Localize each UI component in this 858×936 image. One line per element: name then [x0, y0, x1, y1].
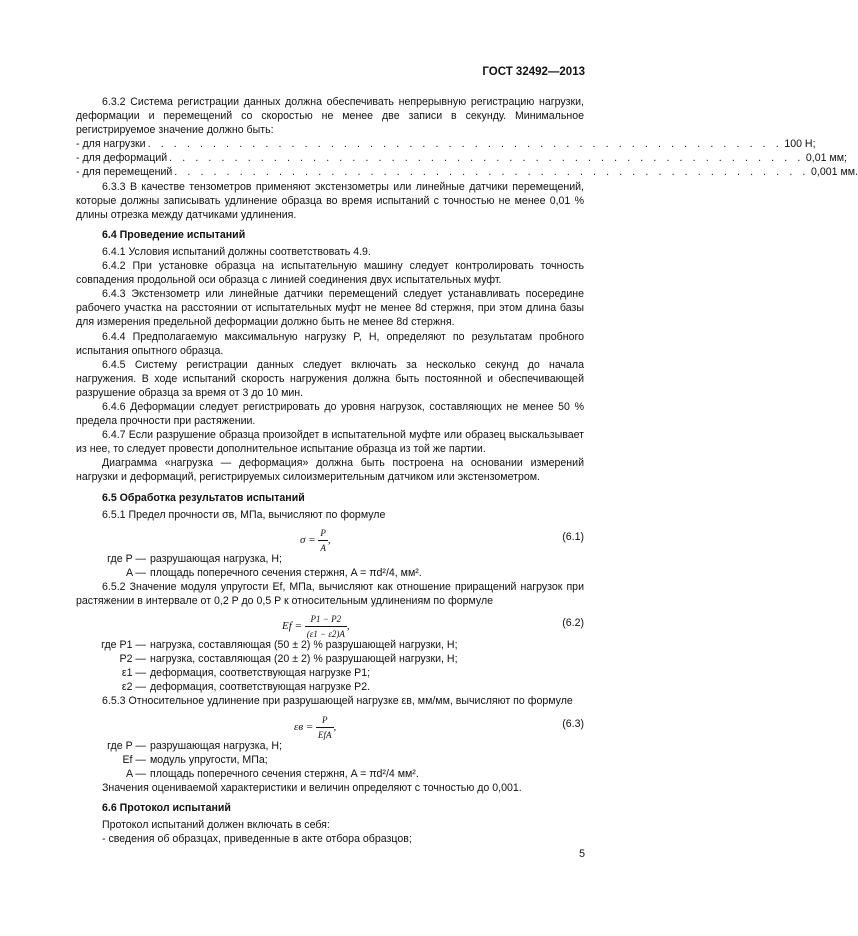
- formula-number: (6.2): [562, 617, 584, 630]
- where-row: где P — разрушающая нагрузка, Н;: [107, 739, 282, 752]
- section-title-6-5: 6.5 Обработка результатов испытаний: [102, 491, 305, 504]
- where-row: A — площадь поперечного сечения стержня, A = πd²/4, мм².: [125, 566, 422, 579]
- para-6-6-item: - сведения об образцах, приведенные в акте отбора образцов;: [102, 833, 412, 846]
- para-6-3-3: 6.3.3 В качестве тензометров применяют экстензометры или линейные датчики перемещений, которые должны записывать удлинение образца во время испытаний с точностью не менее 0,01 % длины отрезка между датчиками удлинения.: [76, 180, 584, 221]
- where-row: P2 — нагрузка, составляющая (20 ± 2) % разрушающей нагрузки, Н;: [119, 653, 458, 666]
- para-6-4-7: 6.4.7 Если разрушение образца произойдет в испытательной муфте или образец выскальзывает из нее, то следует провести дополнительное испытание образца из той же партии.: [76, 429, 584, 456]
- where-row: A — площадь поперечного сечения стержня, A = πd²/4 мм².: [125, 767, 419, 780]
- para-precision: Значения оцениваемой характеристики и величин определяют с точностью до 0,001.: [102, 781, 522, 794]
- section-title-6-6: 6.6 Протокол испытаний: [102, 801, 231, 814]
- page-number: 5: [579, 848, 585, 860]
- para-6-4-3: 6.4.3 Экстензометр или линейные датчики перемещений следует устанавливать посередине рабочего участка на расстоянии от испытательных муфт не менее 8d стержня, при этом длина базы для измерения предельной деформации должно быть не менее 8d стержня.: [76, 288, 584, 329]
- para-6-5-2: 6.5.2 Значение модуля упругости Ef, МПа, вычисляют как отношение приращений нагрузок при растяжении в интервале от 0,2 P до 0,5 P к относительным удлинениям по формуле: [76, 580, 584, 607]
- content: [76, 95, 858, 846]
- para-6-4-4: 6.4.4 Предполагаемую максимальную нагрузку P, Н, определяют по результатам пробного испытания опытного образца.: [76, 330, 584, 357]
- list-item: - для нагрузки . . . . . . . . . . . . . . . . . . . . . . . . . . . . . . . . . . . . . . . . . . . . . . . . . 100 Н;: [76, 138, 816, 151]
- formula-6-2: Ef = $\frac{P1 - P2}{(\varepsilon 1 - \varepsilon 2)A}$ , (6.2): [282, 614, 584, 640]
- section-title-6-4: 6.4 Проведение испытаний: [102, 228, 246, 241]
- doc-header: ГОСТ 32492—2013: [482, 66, 585, 78]
- formula-6-1: σ = $\frac{P}{A}$ , (6.1): [300, 527, 584, 553]
- formula-number: (6.1): [562, 530, 584, 543]
- where-row: ε2 — деформация, соответствующая нагрузке P2.: [121, 681, 371, 694]
- where-row: где P — разрушающая нагрузка, Н;: [107, 552, 282, 565]
- where-row: где P1 — нагрузка, составляющая (50 ± 2) % разрушающей нагрузки, Н;: [101, 639, 458, 652]
- para-6-4-5: 6.4.5 Систему регистрации данных следует включать за несколько секунд до начала нагружения. В ходе испытаний скорость нагружения должна быть постоянной и обеспечивающей разрушение образца за время от 3 до 10 мин.: [76, 358, 584, 399]
- para-6-5-1: 6.5.1 Предел прочности σв, МПа, вычисляют по формуле: [102, 508, 386, 521]
- para-6-5-3: 6.5.3 Относительное удлинение при разрушающей нагрузке εв, мм/мм, вычисляют по формуле: [102, 695, 573, 708]
- where-row: Ef — модуль упругости, МПа;: [122, 753, 268, 766]
- para-6-3-2: 6.3.2 Система регистрации данных должна обеспечивать непрерывную регистрацию нагрузки, деформации и перемещений со скоростью не менее две записи в секунду. Минимальное регистрируемое значение должно быть:: [76, 96, 584, 137]
- formula-6-3: εв = $\frac{P}{\text{EfA}}$ , (6.3): [294, 714, 584, 740]
- para-diagram: Диаграмма «нагрузка — деформация» должна быть построена на основании измерений нагрузки и деформаций, регистрируемых силоизмерительным датчиком или экстензометром.: [76, 457, 584, 484]
- list-item: - для перемещений . . . . . . . . . . . . . . . . . . . . . . . . . . . . . . . . . . . . . . . . . . . . . . . . . 0,001 мм.: [76, 166, 858, 179]
- list-item: - для деформаций . . . . . . . . . . . . . . . . . . . . . . . . . . . . . . . . . . . . . . . . . . . . . . . . . 0,01 мм;: [76, 152, 847, 165]
- where-row: ε1 — деформация, соответствующая нагрузке P1;: [121, 667, 371, 680]
- formula-number: (6.3): [562, 717, 584, 730]
- para-6-4-2: 6.4.2 При установке образца на испытательную машину следует контролировать точность совпадения продольной оси образца с линией соединения двух испытательных муфт.: [76, 260, 584, 287]
- para-6-4-1: 6.4.1 Условия испытаний должны соответствовать 4.9.: [102, 245, 371, 258]
- para-6-4-6: 6.4.6 Деформации следует регистрировать до уровня нагрузок, составляющих не менее 50 % предела прочности при растяжении.: [76, 400, 584, 428]
- para-6-6-intro: Протокол испытаний должен включать в себя:: [102, 819, 330, 832]
